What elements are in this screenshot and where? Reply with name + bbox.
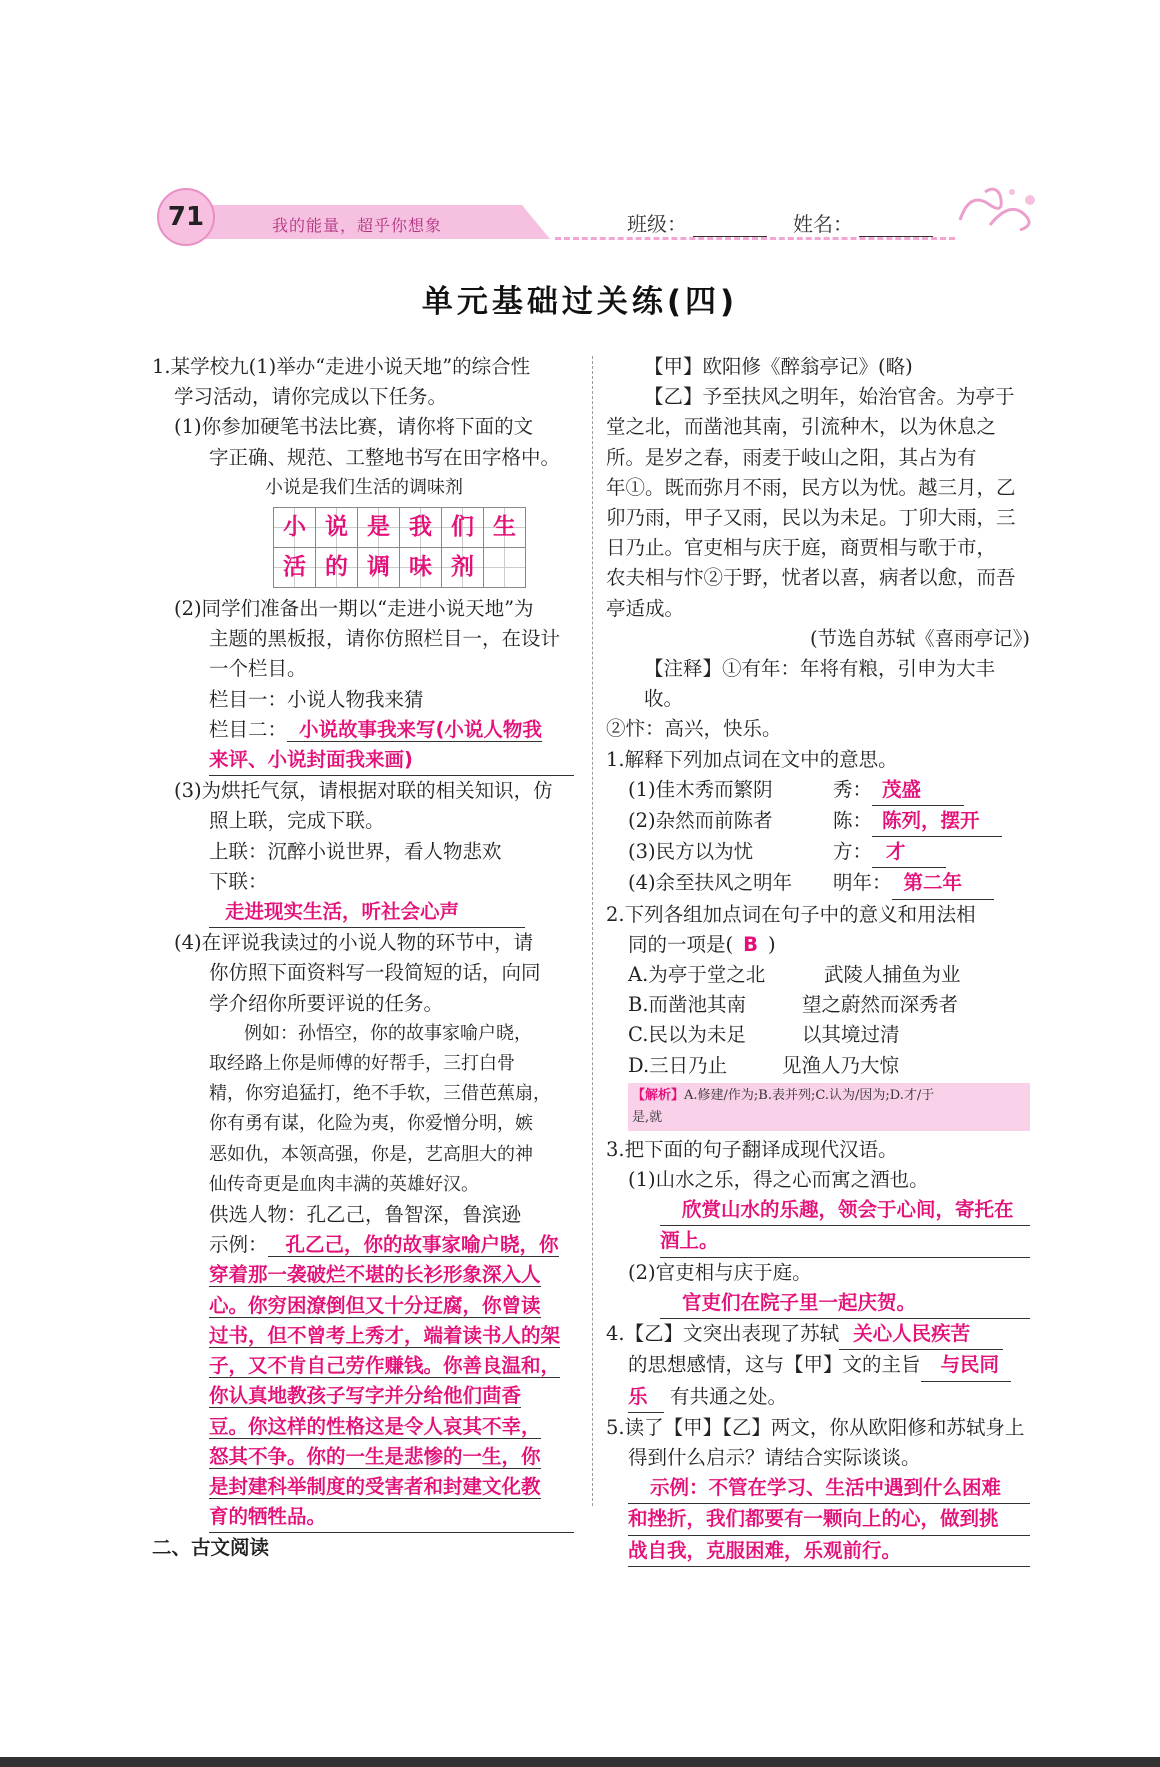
analysis-box	[628, 1083, 1030, 1131]
lower-couplet-answer: 走进现实生活，听社会心声	[209, 897, 525, 928]
answer-line: 穿着那一袭破烂不堪的长衫形象深入人	[209, 1263, 541, 1287]
vocab-answer: 茂盛	[872, 775, 964, 806]
rq3: 3.把下面的句子翻译成现代汉语。	[606, 1137, 898, 1161]
note-a: 【注释】①有年：年将有粮，引申为大丰收。	[644, 657, 996, 711]
vocab-item	[606, 775, 1030, 806]
rq3-2-answer: 官吏们在院子里一起庆贺。	[660, 1288, 1030, 1319]
rq5-a: 5.读了【甲】【乙】两文，你从欧阳修和苏轼身上	[606, 1415, 1025, 1439]
rq5-answer-row	[606, 1504, 1030, 1535]
q1-2-b: 主题的黑板报，请你仿照栏目一，在设计	[209, 627, 561, 651]
example-answer-line	[152, 1230, 576, 1260]
q1-1-source: 小说是我们生活的调味剂	[265, 476, 463, 498]
writing-grid	[273, 507, 526, 588]
rq3-2: (2)官吏相与庆于庭。	[628, 1260, 812, 1284]
vocab-word: 方：	[833, 840, 873, 864]
header-slogan: 我的能量，超乎你想象	[272, 216, 443, 235]
right-column	[606, 352, 1030, 1567]
analysis-text-a: A.修建/作为;B.表并列;C.认为/因为;D.才/于	[684, 1087, 935, 1103]
name-label: 姓名：	[793, 212, 853, 236]
vocab-question: (1)佳木秀而繁阴	[628, 777, 773, 801]
q1-intro-a: 1.某学校九(1)举办“走进小说天地”的综合性	[152, 355, 531, 378]
example-d: 你有勇有谋，化险为夷，你爱憎分明，嫉	[209, 1113, 533, 1135]
rq4-answer2a: 与民同	[921, 1350, 1011, 1381]
analysis-text-b: 是,就	[632, 1109, 663, 1125]
option-left: A.为亭于堂之北	[628, 963, 766, 987]
answer-line: 豆。你这样的性格这是令人哀其不幸，	[209, 1414, 541, 1438]
rq3-1-answer-a: 欣赏山水的乐趣，领会于心间，寄托在	[660, 1195, 1030, 1226]
grid-cell: 们	[442, 508, 484, 548]
answer-row	[152, 1381, 576, 1411]
answer-line: 子，又不肯自己劳作赚钱。你善良温和，	[209, 1354, 561, 1378]
page-bottom-edge	[0, 1757, 1160, 1767]
rq2-b-pre: 同的一项是(	[628, 932, 734, 956]
flourish-icon	[950, 180, 1040, 240]
vocab-word: 秀：	[833, 777, 873, 801]
lower-couplet-label: 下联：	[209, 869, 268, 893]
text-yi-line: 卯乃雨，甲子又雨，民以为未足。丁卯大雨，三	[606, 506, 1016, 530]
rq5-answer-row	[606, 1473, 1030, 1504]
grid-cell: 活	[274, 548, 316, 588]
rq4-line-c	[606, 1382, 1030, 1413]
option-right: 武陵人捕鱼为业	[824, 963, 961, 987]
rq5-answer-line: 和挫折，我们都要有一颗向上的心，做到挑	[628, 1504, 1030, 1535]
class-blank	[693, 216, 767, 237]
answer-line: 是封建科举制度的受害者和封建文化教	[209, 1474, 541, 1498]
column-divider	[592, 356, 593, 1506]
vocab-question: (3)民方以为忧	[628, 840, 754, 864]
option-left: D.三日乃止	[628, 1053, 728, 1077]
rq3-2-answer-row	[606, 1288, 1030, 1319]
column1-text: 栏目一：小说人物我来猜	[209, 687, 424, 711]
name-field	[793, 208, 933, 237]
text-yi-line: 农夫相与忭②于野，忧者以喜，病者以愈，而吾	[606, 566, 1016, 590]
grid-row	[274, 548, 526, 588]
text-yi-line: 日乃止。官吏相与庆于庭，商贾相与歌于市，	[606, 536, 997, 560]
vocab-item	[606, 868, 1030, 899]
column2-answer-b: 来评、小说封面我来画)	[209, 745, 574, 776]
example-e: 恶如仇，本领高强，你是，艺高胆大的神	[209, 1143, 533, 1165]
answer-row	[152, 1291, 576, 1321]
rq4-answer2b: 乐	[628, 1382, 664, 1413]
page-number: 71	[157, 188, 215, 246]
rq5-b: 得到什么启示？请结合实际谈谈。	[628, 1445, 921, 1469]
grid-cell: 味	[400, 548, 442, 588]
grid-cell: 是	[358, 508, 400, 548]
rq5-answer-line: 示例：不管在学习、生活中遇到什么困难	[628, 1473, 1030, 1504]
rq4-line-b	[606, 1350, 1030, 1381]
rq1: 1.解释下列加点词在文中的意思。	[606, 747, 898, 771]
column2-line	[152, 715, 576, 745]
grid-cell: 说	[316, 508, 358, 548]
rq4-line-a	[606, 1319, 1030, 1350]
q1-4-c: 学介绍你所要评说的任务。	[209, 991, 444, 1015]
answer-row	[152, 1260, 576, 1290]
rq3-1: (1)山水之乐，得之心而寓之酒也。	[628, 1168, 929, 1192]
analysis-label: 【解析】	[632, 1087, 685, 1103]
rq4-a: 4.【乙】文突出表现了苏轼	[606, 1322, 840, 1346]
rq2-b-post: )	[767, 932, 776, 956]
option-right: 见渔人乃大惊	[782, 1053, 900, 1077]
option-row	[606, 990, 1030, 1020]
q1-2-a: (2)同学们准备出一期以“走进小说天地”为	[174, 597, 534, 621]
example-b: 取经路上你是师傅的好帮手，三打白骨	[209, 1053, 515, 1075]
header-dash-line	[555, 237, 955, 240]
upper-couplet: 上联：沉醉小说世界，看人物悲欢	[209, 839, 502, 863]
q1-1-b: 字正确、规范、工整地书写在田字格中。	[209, 445, 561, 469]
lower-couplet-line	[152, 867, 576, 928]
option-left: C.民以为未足	[628, 1023, 746, 1047]
rq3-1-answer-row	[606, 1195, 1030, 1226]
option-row	[606, 960, 1030, 990]
option-right: 以其境过清	[802, 1023, 900, 1047]
page-title: 单元基础过关练(四)	[421, 284, 739, 320]
answer-line: 你认真地教孩子写字并分给他们茴香	[209, 1384, 522, 1408]
column2-answer-b-row	[152, 745, 576, 776]
text-yi-line: 【乙】予至扶风之明年，始治官舍。为亭于	[644, 385, 1015, 409]
answer-row	[152, 1321, 576, 1351]
option-right: 望之蔚然而深秀者	[802, 993, 959, 1017]
vocab-item	[606, 837, 1030, 868]
q1-1-a: (1)你参加硬笔书法比赛，请你将下面的文	[174, 415, 534, 439]
note-b: ②忭：高兴，快乐。	[606, 717, 782, 741]
answer-row	[152, 1472, 576, 1502]
rq3-1-answer-row	[606, 1226, 1030, 1257]
left-column	[152, 352, 576, 1564]
example-a: 例如：孙悟空，你的故事家喻户晓，	[244, 1022, 532, 1044]
grid-row	[274, 508, 526, 548]
grid-cell: 剂	[442, 548, 484, 588]
vocab-question: (2)杂然而前陈者	[628, 809, 773, 833]
grid-cell: 小	[274, 508, 316, 548]
vocab-question: (4)余至扶风之明年	[628, 871, 793, 895]
rq5-answer-row	[606, 1536, 1030, 1567]
text-yi-line: 堂之北，而凿池其南，引流种木，以为休息之	[606, 415, 997, 439]
answer-line: 育的牺牲品。	[209, 1502, 574, 1533]
option-row	[606, 1051, 1030, 1081]
answer-line: 过书，但不曾考上秀才，端着读书人的架	[209, 1323, 561, 1347]
vocab-answer: 才	[872, 837, 946, 868]
grid-cell: 生	[484, 508, 526, 548]
section2-heading: 二、古文阅读	[152, 1536, 270, 1560]
choose-characters: 供选人物：孔乙己，鲁智深，鲁滨逊	[209, 1203, 522, 1227]
grid-cell: 的	[316, 548, 358, 588]
rq3-1-answer-b: 酒上。	[660, 1226, 1030, 1257]
rq5-answer-line: 战自我，克服困难，乐观前行。	[628, 1536, 1030, 1567]
text-yi-line: 所。是岁之春，雨麦于岐山之阳，其占为有	[606, 445, 977, 469]
column2-label: 栏目二：	[209, 717, 288, 741]
class-label: 班级：	[627, 212, 687, 236]
text-yi-line: 亭适成。	[606, 596, 685, 620]
example-f: 仙传奇更是血肉丰满的英雄好汉。	[209, 1173, 479, 1195]
vocab-answer: 第二年	[892, 868, 994, 899]
answer-line: 怒其不争。你的一生是悲惨的一生，你	[209, 1444, 541, 1468]
answer-line: 心。你穷困潦倒但又十分迂腐，你曾读	[209, 1293, 541, 1317]
q1-3-b: 照上联，完成下联。	[209, 809, 385, 833]
vocab-item	[606, 806, 1030, 837]
answer-row	[152, 1412, 576, 1442]
rq2-answer: B	[743, 932, 758, 956]
answer-row	[152, 1351, 576, 1381]
answer-row	[152, 1502, 576, 1533]
option-row	[606, 1020, 1030, 1050]
text-yi-line: 年①。既而弥月不雨，民方以为忧。越三月，乙	[606, 475, 1016, 499]
answer-line: 孔乙己，你的故事家喻户晓，你	[268, 1233, 559, 1257]
option-left: B.而凿池其南	[628, 993, 747, 1017]
q1-4-a: (4)在评说我读过的小说人物的环节中，请	[174, 931, 534, 955]
class-field	[627, 208, 767, 237]
grid-cell: 我	[400, 508, 442, 548]
column2-answer-a: 小说故事我来写(小说人物我	[287, 718, 542, 742]
q1-3-a: (3)为烘托气氛，请根据对联的相关知识，仿	[174, 779, 553, 803]
example-label: 示例：	[209, 1233, 268, 1257]
grid-cell: 调	[358, 548, 400, 588]
name-blank	[859, 216, 933, 237]
grid-cell	[484, 548, 526, 588]
rq4-answer1: 关心人民疾苦	[839, 1319, 1003, 1350]
text-source: (节选自苏轼《喜雨亭记》)	[810, 626, 1030, 650]
vocab-word: 陈：	[833, 809, 873, 833]
rq2-a: 2.下列各组加点词在句子中的意义和用法相	[606, 902, 976, 926]
example-c: 精，你穷追猛打，绝不手软，三借芭蕉扇，	[209, 1083, 551, 1105]
q1-4-b: 你仿照下面资料写一段简短的话，向同	[209, 961, 541, 985]
vocab-word: 明年：	[833, 871, 892, 895]
text-jia: 【甲】欧阳修《醉翁亭记》(略)	[644, 355, 913, 378]
vocab-answer: 陈列，摆开	[872, 806, 1002, 837]
rq2-b	[606, 930, 1030, 960]
q1-2-c: 一个栏目。	[209, 657, 307, 681]
rq4-c: 有共通之处。	[670, 1384, 788, 1408]
q1-intro-b: 学习活动，请你完成以下任务。	[174, 385, 448, 409]
rq4-b: 的思想感情，这与【甲】文的主旨	[628, 1353, 921, 1377]
answer-row	[152, 1442, 576, 1472]
